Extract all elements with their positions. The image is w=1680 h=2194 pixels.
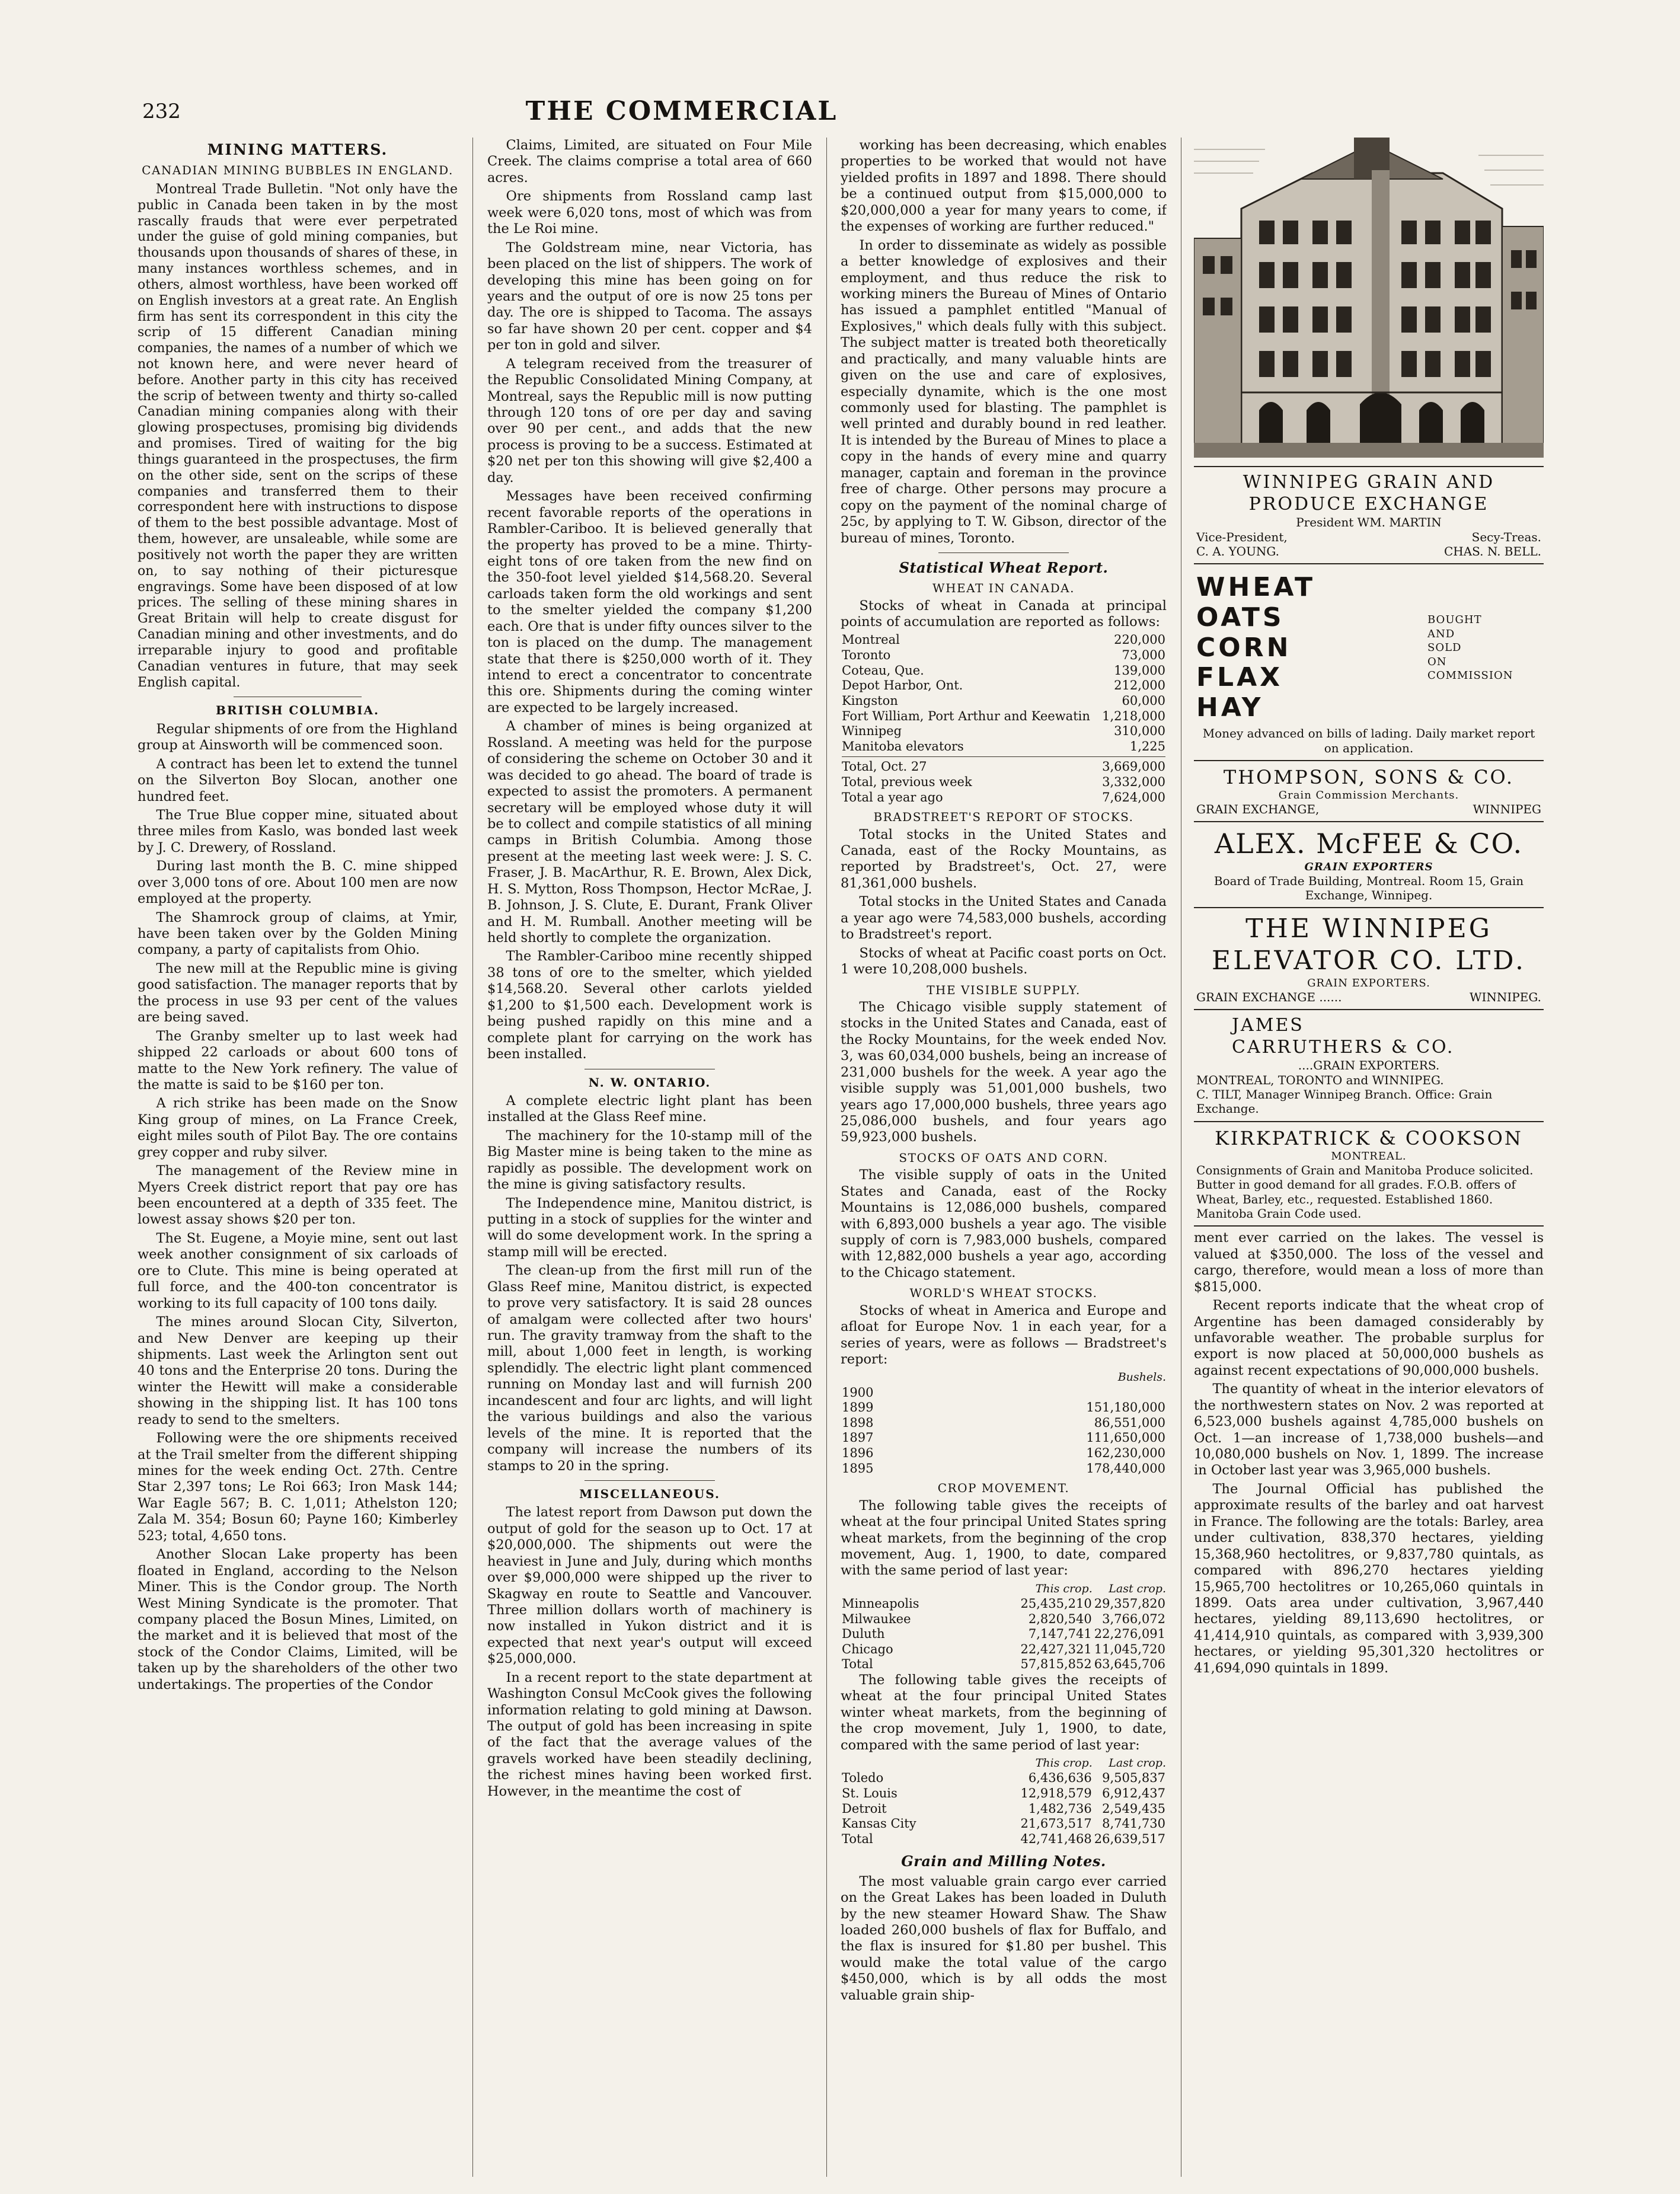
news-item: Ore shipments from Rossland camp last week were 6,020 tons, most of which was from the Le Roi mine. bbox=[487, 189, 812, 237]
page-header bbox=[142, 96, 1186, 135]
ad-note: Money advanced on bills of lading. Daily market report on application. bbox=[1202, 726, 1535, 755]
page-number: 232 bbox=[142, 100, 181, 123]
divider bbox=[585, 1480, 714, 1481]
table-row: Total 42,741,468 26,639,517 bbox=[842, 1831, 1165, 1846]
news-item: A telegram received from the treasurer of the Republic Consolidated Mining Company, at Montreal, says the Republic mill is now putting through 120 tons of ore per day and saving over 90 per cent., and adds that the new process is proving to be a success. Estimated at $20 net per ton this showing will give $2,400 a day. bbox=[487, 356, 812, 486]
winter-wheat-receipts-table: This crop. Last crop. Toledo 6,436,636 9,505,837 St. Louis 12,918,579 6,912,437 Detroit 1,482,736 2,549,435 Kansas City 21,673,517 8,741,730 Total 42,741,468 26,639,517 bbox=[842, 1757, 1166, 1846]
news-item: ment ever carried on the lakes. The vessel is valued at $350,000. The loss of the vessel and cargo, therefore, would mean a loss of more than $815,000. bbox=[1194, 1230, 1544, 1295]
table-row: Toledo 6,436,636 9,505,837 bbox=[842, 1771, 1165, 1786]
news-item: The Independence mine, Manitou district, is putting in a stock of supplies for the winter and will do some development work. In the spring a stamp mill will be erected. bbox=[487, 1195, 812, 1260]
table-row: Detroit 1,482,736 2,549,435 bbox=[842, 1801, 1165, 1816]
news-item: Claims, Limited, are situated on Four Mile Creek. The claims comprise a total area of 660 acres. bbox=[487, 138, 812, 186]
news-item: The Granby smelter up to last week had shipped 22 carloads or about 600 tons of matte to the New York refinery. The value of the matte is said to be $160 per ton. bbox=[138, 1028, 458, 1093]
table-row: Milwaukee 2,820,540 3,766,072 bbox=[842, 1611, 1165, 1626]
table-row: Total, Oct. 27 3,669,000 bbox=[842, 759, 1165, 774]
news-item: The Journal Official has published the approximate results of the barley and oat harvest in France. The following are the totals: Barley, area under cultivation, 838,370 hectares, yielding 15,368,960 hectolitres, or 9,837,780 quintals, as compared with 896,270 hectares yielding 15,965,700 hectolitres or 10,265,060 quintals in 1899. Oats area under cultivation, 3,967,440 hectares, yielding 89,113,690 hectolitres, or 41,414,910 quintals, as compared with 3,939,300 hectares, or yielding 95,301,320 hectolitres or 41,694,090 quintals in 1899. bbox=[1194, 1481, 1544, 1676]
table-row: Coteau, Que. 139,000 bbox=[842, 663, 1165, 678]
table-row: Manitoba elevators 1,225 bbox=[842, 739, 1165, 753]
news-item: The machinery for the 10-stamp mill of the Big Master mine is being taken to the mine as rapidly as possible. The development work on the mine is giving satisfactory results. bbox=[487, 1128, 812, 1193]
grain-word: CORN bbox=[1196, 632, 1292, 663]
table-row: 1898 86,551,000 bbox=[842, 1415, 1165, 1430]
news-item: The Chicago visible supply statement of stocks in the United States and Canada, east of the Rocky Mountains, for the week ended Nov. 3, was 60,034,000 bushels, being an increase of 231,000 bushels for the week. A year ago the visible supply was 51,001,000 bushels, two years ago 17,000,000 bushels, three years ago 25,086,000 bushels, and four years ago 59,923,000 bushels. bbox=[841, 999, 1167, 1145]
table-row: Total a year ago 7,624,000 bbox=[842, 790, 1165, 804]
world-wheat-stocks-table bbox=[841, 1370, 1167, 1476]
ad-james-carruthers: JAMES CARRUTHERS & CO. ....GRAIN EXPORTERS. MONTREAL, TORONTO and WINNIPEG. C. TILT, Manager Winnipeg Branch. Office: Grain Exchange. bbox=[1194, 1009, 1544, 1121]
section-heading-grain-milling: Grain and Milling Notes. bbox=[901, 1853, 1106, 1870]
ad-alex-mcfee: ALEX. McFEE & CO. GRAIN EXPORTERS Board of Trade Building, Montreal. Room 15, Grain Exchange, Winnipeg. bbox=[1194, 821, 1544, 907]
table-title: WHEAT IN CANADA. bbox=[932, 581, 1075, 596]
news-item: Stocks of wheat at Pacific coast ports on Oct. 1 were 10,208,000 bushels. bbox=[841, 945, 1167, 978]
ad-winnipeg-elevator: THE WINNIPEG ELEVATOR CO. LTD. GRAIN EXPORTERS. GRAIN EXCHANGE ...... WINNIPEG. bbox=[1194, 907, 1544, 1009]
table-row: Fort William, Port Arthur and Keewatin 1,218,000 bbox=[842, 708, 1165, 723]
grain-word: FLAX bbox=[1196, 662, 1283, 693]
table-row: Montreal 220,000 bbox=[842, 633, 1165, 647]
news-item: The visible supply of oats in the United States and Canada, east of the Rocky Mountains is 12,086,000 bushels, compared with 6,893,000 bushels a year ago. The visible supply of corn is 7,983,000 bushels, compared with 12,882,000 bushels a year ago, according to the Chicago statement. bbox=[841, 1167, 1167, 1280]
column-2 bbox=[487, 138, 812, 2177]
news-item: Another Slocan Lake property has been floated in England, according to the Nelson Miner. This is the Condor group. The North West Mining Syndicate is the promoter. That company placed the Bosun Mines, Limited, on the market and it is believed that most of the stock of the Condor Claims, Limited, will be taken up by the shareholders of the other two undertakings. The properties of the Condor bbox=[138, 1547, 458, 1692]
ad-thompson-sons: THOMPSON, SONS & CO. Grain Commission Merchants. GRAIN EXCHANGE, WINNIPEG bbox=[1194, 760, 1544, 821]
table-row: Duluth 7,147,741 22,276,091 bbox=[842, 1627, 1165, 1641]
table-row: 1900 bbox=[842, 1385, 874, 1400]
table-row: 1897 111,650,000 bbox=[842, 1430, 1165, 1445]
news-item: The management of the Review mine in Myers Creek district report that pay ore has been encountered at a depth of 335 feet. The lowest assay shows $20 per ton. bbox=[138, 1163, 458, 1228]
news-item: Messages have been received confirming recent favorable reports of the operations in Rambler-Cariboo. It is believed generally that the property has proved to be a mine. Thirty-eight tons of ore taken from the new find on the 350-foot level yielded $14,568.20. Several carloads taken form the old workings and sent to the smelter yielded the company $1,200 each. Ore that is under fifty ounces silver to the ton is placed on the dump. The management state that there is $250,000 worth of it. They intend to erect a concentrator to concentrate this ore. Shipments during the coming winter are expected to be largely increased. bbox=[487, 488, 812, 716]
news-item: In a recent report to the state department at Washington Consul McCook gives the following information relating to gold mining at Dawson. The output of gold has been increasing in spite of the fact that the average values of the gravels worked have been steadily declining, the richest mines having been worked first. However, in the meantime the cost of bbox=[487, 1669, 812, 1799]
table-row: Winnipeg 310,000 bbox=[842, 724, 1165, 739]
news-item: The quantity of wheat in the interior elevators of the northwestern states on Nov. 2 was reported at 6,523,000 bushels against 4,785,000 bushels on Oct. 1—an increase of 1,738,000 bushels—and 10,080,000 bushels on Nov. 1, 1899. The increase in October last year was 3,965,000 bushels. bbox=[1194, 1381, 1544, 1478]
grain-word: WHEAT bbox=[1196, 572, 1316, 603]
ad-kirkpatrick-cookson: KIRKPATRICK & COOKSON MONTREAL. Consignments of Grain and Manitoba Produce solicited. Butter in good demand for all grades. F.O.B. offers of Wheat, Barley, etc., requested. Established 1860. Manitoba Grain Code used. bbox=[1194, 1121, 1544, 1226]
news-item: The clean-up from the first mill run of the Glass Reef mine, Manitou district, is expected to prove very satisfactory. It is said 28 ounces of amalgam were collected after two hours' run. The gravity tramway from the shaft to the mill, about 1,000 feet in length, is working splendidly. The electric light plant commenced running on Monday last and will furnish 200 incandescent and four arc lights, and will light the various buildings and also the various levels of the mine. It is reported that the company will increase the numbers of its stamps to 20 in the spring. bbox=[487, 1263, 812, 1474]
article-heading: CANADIAN MINING BUBBLES IN ENGLAND. bbox=[142, 162, 453, 177]
column-rule bbox=[472, 138, 473, 2177]
news-item: Recent reports indicate that the wheat crop of Argentine has been damaged considerably by unfavorable weather. The probable surplus for export is now placed at 50,000,000 bushels as against recent expectations of 90,000,000 bushels. bbox=[1194, 1298, 1544, 1378]
table-row: Minneapolis 25,435,210 29,357,820 bbox=[842, 1596, 1165, 1611]
column-4-advertisements bbox=[1194, 138, 1544, 2177]
news-item: A rich strike has been made on the Snow King group of mines, on La France Creek, eight miles south of Pilot Bay. The ore contains grey copper and ruby silver. bbox=[138, 1096, 458, 1160]
exchange-building-illustration bbox=[1194, 138, 1544, 458]
table-row: Depot Harbor, Ont. 212,000 bbox=[842, 678, 1165, 693]
news-item: A complete electric light plant has been installed at the Glass Reef mine. bbox=[487, 1093, 812, 1125]
section-heading-british-columbia: BRITISH COLUMBIA. bbox=[215, 703, 380, 718]
news-item: The new mill at the Republic mine is giving good satisfaction. The manager reports that by the process in use 93 per cent of the values are being saved. bbox=[138, 960, 458, 1026]
news-item: The St. Eugene, a Moyie mine, sent out last week another consignment of six carloads of ore to Clute. This mine is being operated at full force, and the 400-ton concentrator is working to its full capacity of 100 tons daily. bbox=[138, 1230, 458, 1311]
spring-wheat-receipts-table: This crop. Last crop. Minneapolis 25,435,210 29,357,820 Milwaukee 2,820,540 3,766,072 Duluth 7,147,741 22,276,091 Chicago 22,427,321 11,045,720 Total 57,815,852 63,645,706 bbox=[842, 1582, 1166, 1672]
table-row: 1895 178,440,000 bbox=[842, 1461, 1165, 1476]
grain-word: HAY bbox=[1196, 692, 1264, 723]
table-row: Toronto 73,000 bbox=[842, 648, 1165, 663]
news-item: The Goldstream mine, near Victoria, has been placed on the list of shippers. The work of developing this mine has been going on for years and the output of ore is now 25 tons per day. The ore is shipped to Tacoma. The assays so far have shown 20 per cent. copper and $4 per ton in gold and silver. bbox=[487, 239, 812, 353]
table-row: Total 57,815,852 63,645,706 bbox=[842, 1657, 1165, 1672]
news-item: The True Blue copper mine, situated about three miles from Kaslo, was bonded last week by J. C. Drewery, of Rossland. bbox=[138, 807, 458, 855]
news-item: A contract has been let to extend the tunnel on the Silverton Boy Slocan, another one hundred feet. bbox=[138, 756, 458, 804]
table-row: Kansas City 21,673,517 8,741,730 bbox=[842, 1816, 1165, 1831]
exchange-title: WINNIPEG GRAIN AND PRODUCE EXCHANGE bbox=[1243, 472, 1495, 515]
news-item: The following table gives the receipts of wheat at the four principal United States spring wheat markets, from the beginning of the crop movement, Aug. 1, 1900, to date, compared with the same period of last year: bbox=[841, 1497, 1167, 1579]
table-title: WORLD'S WHEAT STOCKS. bbox=[909, 1286, 1098, 1301]
section-heading-wheat-report: Statistical Wheat Report. bbox=[899, 558, 1109, 576]
news-item: The mines around Slocan City, Silverton, and New Denver are keeping up their shipments. Last week the Arlington sent out 40 tons and the Enterprise 20 tons. During the winter the Hewitt will make a considerable showing in the shipping list. It has 100 tons ready to send to the smelters. bbox=[138, 1314, 458, 1427]
ad-grain-commission: WHEAT OATS CORN FLAX HAY BOUGHT AND SOLD ON COMMISSION Money advanced on bills of lading. Daily market report on application. bbox=[1194, 563, 1544, 760]
divider bbox=[842, 756, 1165, 757]
page-title: THE COMMERCIAL bbox=[525, 96, 838, 126]
table-row: 1899 151,180,000 bbox=[842, 1400, 1165, 1415]
table-row: Chicago 22,427,321 11,045,720 bbox=[842, 1641, 1165, 1656]
grain-word: OATS bbox=[1196, 602, 1285, 633]
news-item: During last month the B. C. mine shipped over 3,000 tons of ore. About 100 men are now employed at the property. bbox=[138, 858, 458, 907]
news-item: The Rambler-Cariboo mine recently shipped 38 tons of ore to the smelter, which yielded $14,568.20. Several other carlots yielded $1,200 to $1,500 each. Development work is being pushed rapidly on this mine and a complete plant for carrying on the work has been installed. bbox=[487, 949, 812, 1062]
article-paragraph: Montreal Trade Bulletin. "Not only have the public in Canada been taken in by the most rascally frauds that were ever perpetrated under the guise of gold mining companies, but thousands upon thousands of shares of these, in many instances worthless schemes, and in others, almost worthless, have been worked off on English investors at a great rate. An English firm has sent its correspondent in this city the scrip of 15 different Canadian mining companies, the names of a number of which we not known here, and were never heard of before. Another party in this city has received the scrip of between twenty and thirty so-called Canadian mining companies along with their glowing prospectuses, promising big dividends and promises. Tired of waiting for the big things guaranteed in the prospectuses, the firm on the other side, sent on the scrips of these companies and transferred them to their correspondent here with instructions to dispose of them to the best possible advantage. Most of them, however, are unsaleable, while some are positively not worth the paper they are written on, to say nothing of their picturesque engravings. Some have been disposed of at low prices. The selling of these mining shares in Great Britain will help to create disgust for Canadian mining and other investments, and do irreparable injury to good and profitable Canadian ventures in future, that may seek English capital. bbox=[138, 181, 458, 690]
table-row: St. Louis 12,918,579 6,912,437 bbox=[842, 1786, 1165, 1801]
news-item: Total stocks in the United States and Canada a year ago were 74,583,000 bushels, according to Bradstreet's report. bbox=[841, 894, 1167, 943]
section-heading-mining-matters: MINING MATTERS. bbox=[207, 141, 388, 158]
news-item: The following table gives the receipts of wheat at the four principal United States winter wheat markets, from the beginning of the crop movement, July 1, 1900, to date, compared with the same period of last year: bbox=[841, 1672, 1167, 1753]
news-item: Stocks of wheat in America and Europe and afloat for Europe Nov. 1 in each year, for a series of years, were as follows — Bradstreet's report: bbox=[841, 1302, 1167, 1367]
column-3 bbox=[841, 138, 1167, 2177]
table-row: 1896 162,230,000 bbox=[842, 1446, 1165, 1461]
news-item: working has been decreasing, which enables properties to be worked that would not have yielded profits in 1897 and 1898. There should be a continued output from $15,000,000 to $20,000,000 a year for many years to come, if the expenses of working are further reduced." bbox=[841, 138, 1167, 235]
wheat-in-canada-table bbox=[841, 633, 1167, 805]
news-item: The Shamrock group of claims, at Ymir, have been taken over by the Golden Mining company, a party of capitalists from Ohio. bbox=[138, 909, 458, 958]
news-item: Following were the ore shipments received at the Trail smelter from the different shipping mines for the week ending Oct. 27th. Centre Star 2,397 tons; Le Roi 663; Iron Mask 144; War Eagle 567; B. C. 1,011; Athelston 120; Zala M. 354; Bosun 60; Payne 160; Kimberley 523; total, 4,650 tons. bbox=[138, 1430, 458, 1544]
column-header: Bushels. bbox=[1117, 1371, 1166, 1384]
continued-articles bbox=[1194, 1225, 1544, 1676]
ad-winnipeg-grain-exchange: WINNIPEG GRAIN AND PRODUCE EXCHANGE President WM. MARTIN Vice-President, Secy-Treas. C. A. YOUNG. CHAS. N. BELL. bbox=[1194, 466, 1544, 563]
news-item: Total stocks in the United States and Canada, east of the Rocky Mountains, as reported by Bradstreet's, Oct. 27, were 81,361,000 bushels. bbox=[841, 826, 1167, 891]
news-item: The latest report from Dawson put down the output of gold for the season up to Oct. 17 at $20,000,000. The shipments out were the heaviest in June and July, during which months over $9,000,000 were shipped up the river to Skagway en route to Seattle and Vancouver. Three million dollars worth of machinery is now installed in Yukon district and it is expected that next year's output will exceed $25,000,000. bbox=[487, 1505, 812, 1667]
table-title: CROP MOVEMENT. bbox=[937, 1481, 1070, 1496]
table-row: Total, previous week 3,332,000 bbox=[842, 774, 1165, 789]
building-engraving bbox=[1194, 138, 1544, 458]
news-item: A chamber of mines is being organized at Rossland. A meeting was held for the purpose of considering the scheme on October 30 and it was decided to go ahead. The board of trade is expected to assist the promoters. A permanent secretary will be employed whose duty it will be to collect and compile statistics of all mining camps in British Columbia. Among those present at the meeting last week were: J. S. C. Fraser, J. B. MacArthur, R. E. Brown, Alex Dick, H. S. Mytton, Ross Thompson, Hector McRae, J. B. Johnson, J. S. Clute, E. Durant, Frank Oliver and H. M. Rumball. Another meeting will be held shortly to complete the organization. bbox=[487, 718, 812, 946]
section-heading-miscellaneous: MISCELLANEOUS. bbox=[579, 1486, 720, 1501]
exchange-president: President WM. MARTIN bbox=[1296, 515, 1442, 530]
column-1 bbox=[138, 138, 458, 2177]
table-title: THE VISIBLE SUPPLY. bbox=[927, 982, 1081, 997]
news-item: In order to disseminate as widely as possible a better knowledge of explosives and their employment, and thus reduce the risk to working miners the Bureau of Mines of Ontario has issued a pamphlet entitled "Manual of Explosives," which deals fully with this subject. The subject matter is treated both theoretically and practically, and many valuable hints are given on the use and care of explosives, especially dynamite, which is the one most commonly used for blasting. The pamphlet is well printed and durably bound in red leather. It is intended by the Bureau of Mines to place a copy in the hands of every mine and quarry manager, captain and foreman in the province free of charge. Other persons may procure a copy on the payment of the nominal charge of 25c, by applying to T. W. Gibson, director of the bureau of mines, Toronto. bbox=[841, 237, 1167, 546]
section-heading-nw-ontario: N. W. ONTARIO. bbox=[588, 1075, 711, 1090]
news-item: The most valuable grain cargo ever carried on the Great Lakes has been loaded in Duluth by the new steamer Howard Shaw. The Shaw loaded 260,000 bushels of flax for Buffalo, and the flax is insured for $1.80 per bushel. This would make the total value of the cargo $450,000, which is by all odds the most valuable grain ship- bbox=[841, 1873, 1167, 2003]
table-intro: Stocks of wheat in Canada at principal points of accumulation are reported as follows: bbox=[841, 598, 1167, 630]
table-title: STOCKS OF OATS AND CORN. bbox=[899, 1150, 1109, 1165]
table-row: Kingston 60,000 bbox=[842, 693, 1165, 708]
news-item: Regular shipments of ore from the Highland group at Ainsworth will be commenced soon. bbox=[138, 721, 458, 753]
column-rule bbox=[826, 138, 827, 2177]
table-title: BRADSTREET'S REPORT OF STOCKS. bbox=[873, 810, 1134, 825]
